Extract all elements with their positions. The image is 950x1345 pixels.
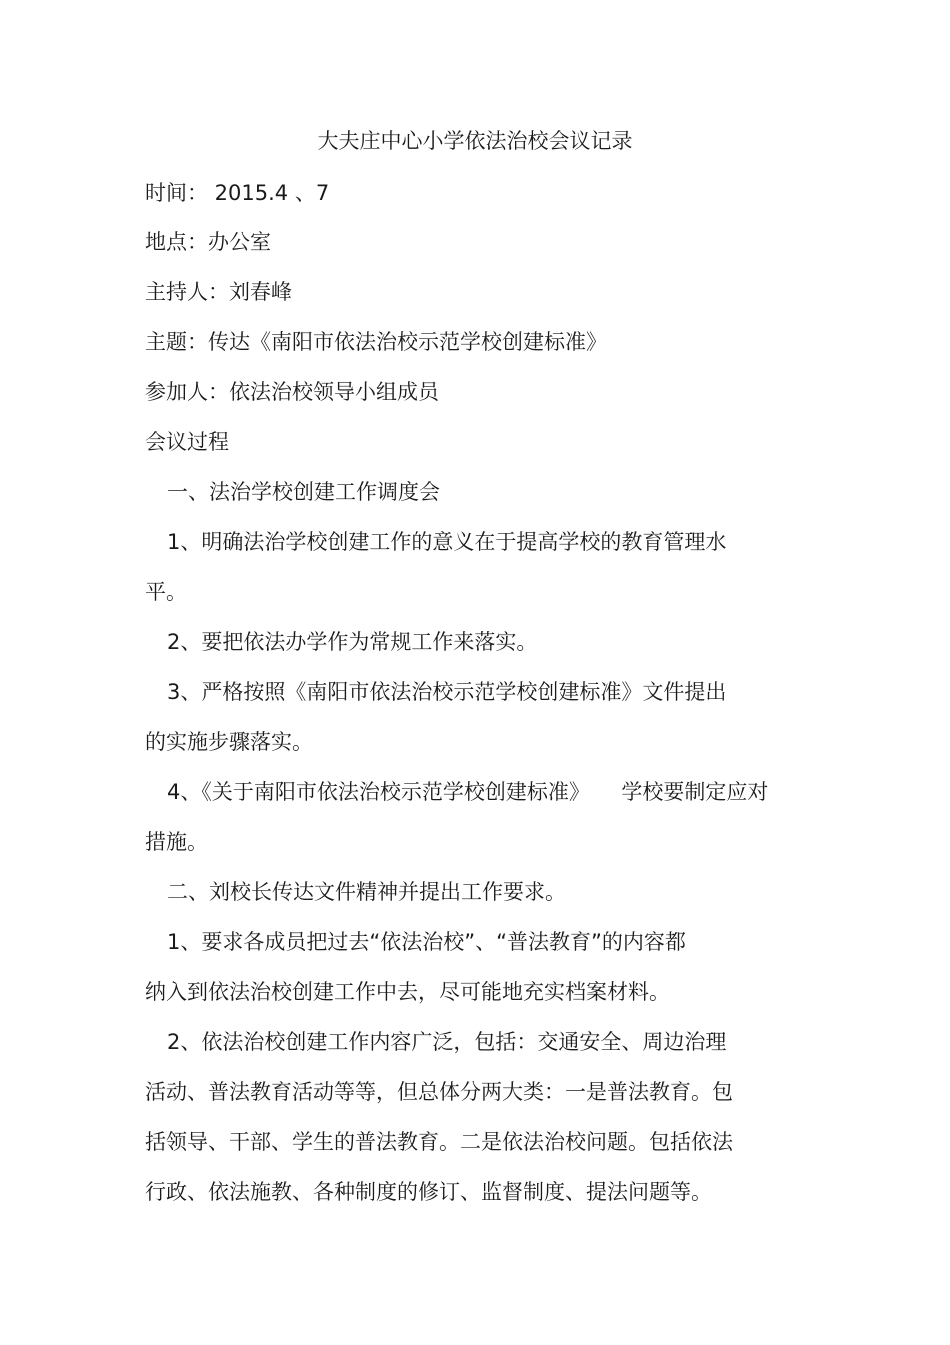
paragraph-line: 纳入到依法治校创建工作中去，尽可能地充实档案材料。	[145, 980, 670, 1004]
meeting-location: 地点：办公室	[145, 230, 271, 254]
paragraph-line: 2、要把依法办学作为常规工作来落实。	[167, 630, 538, 654]
meeting-topic: 主题：传达《南阳市依法治校示范学校创建标准》	[145, 330, 607, 354]
paragraph-line: 行政、依法施教、各种制度的修订、监督制度、提法问题等。	[145, 1180, 712, 1204]
paragraph-line: 的实施步骤落实。	[145, 730, 313, 754]
paragraph-line: 3、严格按照《南阳市依法治校示范学校创建标准》文件提出	[167, 680, 727, 704]
meeting-participants: 参加人：依法治校领导小组成员	[145, 380, 439, 404]
section-heading-1: 一、法治学校创建工作调度会	[167, 480, 440, 504]
paragraph-line: 1、要求各成员把过去“依法治校”、“普法教育”的内容都	[167, 930, 686, 954]
document-title: 大夫庄中心小学依法治校会议记录	[317, 129, 633, 153]
paragraph-line: 1、明确法治学校创建工作的意义在于提高学校的教育管理水	[167, 530, 727, 554]
meeting-time: 时间： 2015.4 、7	[145, 181, 330, 205]
paragraph-line: 括领导、干部、学生的普法教育。二是依法治校问题。包括依法	[145, 1130, 733, 1154]
meeting-host: 主持人：刘春峰	[145, 280, 292, 304]
paragraph-line: 活动、普法教育活动等等，但总体分两大类：一是普法教育。包	[145, 1080, 733, 1104]
section-heading-2: 二、刘校长传达文件精神并提出工作要求。	[167, 880, 566, 904]
paragraph-line: 2、依法治校创建工作内容广泛，包括：交通安全、周边治理	[167, 1030, 727, 1054]
paragraph-line: 4、《关于南阳市依法治校示范学校创建标准》 学校要制定应对	[167, 780, 769, 804]
meeting-process-heading: 会议过程	[145, 430, 229, 454]
paragraph-line: 平。	[145, 580, 187, 604]
paragraph-line: 措施。	[145, 830, 208, 854]
